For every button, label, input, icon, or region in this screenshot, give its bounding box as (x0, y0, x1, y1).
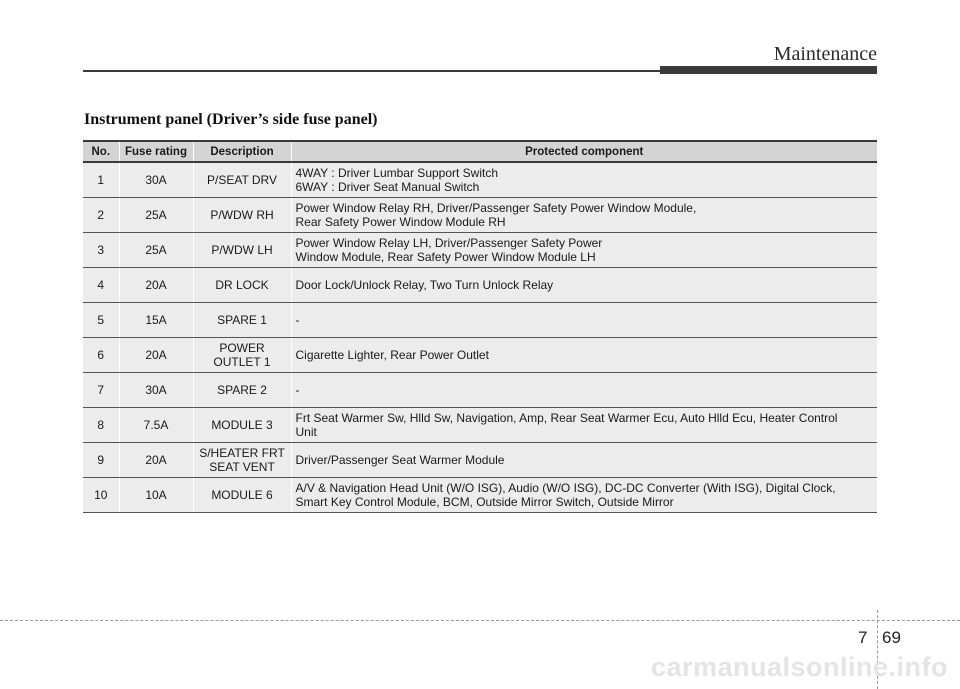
cell-description (193, 443, 291, 478)
header-bar (660, 66, 877, 74)
cell-protected-component-line: Unit (295, 425, 317, 439)
cell-fuse-rating (119, 198, 193, 233)
cell-no (83, 338, 119, 373)
cell-no-line: 5 (97, 313, 105, 327)
cell-protected-component-line: Frt Seat Warmer Sw, Hlld Sw, Navigation, Amp, Rear Seat Warmer Ecu, Auto Hlld Ecu, Heater Control (295, 411, 838, 425)
cell-protected-component-line: Smart Key Control Module, BCM, Outside Mirror Switch, Outside Mirror (295, 495, 674, 509)
cell-description-line: P/WDW LH (211, 243, 273, 257)
cell-protected-component (291, 303, 877, 338)
cell-protected-component (291, 338, 877, 373)
cell-no-line: 7 (97, 383, 105, 397)
cell-protected-component-line: - (295, 383, 300, 397)
table-row (83, 233, 877, 268)
cell-fuse-rating (119, 268, 193, 303)
cell-no (83, 443, 119, 478)
cell-no-line: 2 (97, 208, 105, 222)
table-row (83, 268, 877, 303)
table-row (83, 373, 877, 408)
cell-fuse-rating-line: 20A (145, 278, 167, 292)
cell-protected-component-line: Rear Safety Power Window Module RH (295, 215, 506, 229)
cell-description-line: S/HEATER FRT (199, 446, 285, 460)
cell-fuse-rating (119, 373, 193, 408)
cell-fuse-rating (119, 478, 193, 513)
cell-no (83, 303, 119, 338)
cell-description-line: DR LOCK (215, 278, 269, 292)
cell-fuse-rating-line: 20A (145, 453, 167, 467)
watermark-text: carmanualsonline.info (650, 652, 948, 682)
page-header-title: Maintenance (773, 43, 877, 65)
cell-no (83, 198, 119, 233)
cell-protected-component-line: A/V & Navigation Head Unit (W/O ISG), Audio (W/O ISG), DC-DC Converter (With ISG), Digital Clock, (295, 481, 836, 495)
table-row (83, 408, 877, 443)
cell-no (83, 233, 119, 268)
cell-protected-component (291, 268, 877, 303)
cell-no-line: 4 (97, 278, 105, 292)
footer-rule (0, 620, 960, 621)
cell-no-line: 3 (97, 243, 105, 257)
cell-description (193, 198, 291, 233)
cell-protected-component-line: Driver/Passenger Seat Warmer Module (295, 453, 505, 467)
cell-fuse-rating-line: 20A (145, 348, 167, 362)
cell-fuse-rating-line: 7.5A (143, 418, 169, 432)
cell-fuse-rating (119, 408, 193, 443)
cell-protected-component (291, 478, 877, 513)
cell-fuse-rating-line: 10A (145, 488, 167, 502)
cell-description (193, 408, 291, 443)
cell-fuse-rating-line: 25A (145, 208, 167, 222)
cell-description-line: SPARE 1 (217, 313, 267, 327)
cell-fuse-rating (119, 303, 193, 338)
chapter-number: 7 (858, 628, 868, 647)
column-header-protected-component: Protected component (291, 141, 877, 162)
cell-no (83, 478, 119, 513)
cell-description (193, 373, 291, 408)
column-header-description: Description (193, 141, 291, 162)
cell-description-line: MODULE 3 (211, 418, 273, 432)
column-header-fuse-rating: Fuse rating (119, 141, 193, 162)
cell-description (193, 338, 291, 373)
cell-no (83, 373, 119, 408)
cell-protected-component-line: Power Window Relay RH, Driver/Passenger Safety Power Window Module, (295, 201, 697, 215)
section-title: Instrument panel (Driver’s side fuse panel) (84, 111, 378, 128)
cell-fuse-rating (119, 338, 193, 373)
cell-protected-component (291, 443, 877, 478)
cell-protected-component (291, 162, 877, 198)
header-rule (83, 70, 660, 72)
cell-description (193, 268, 291, 303)
cell-protected-component-line: Window Module, Rear Safety Power Window Module LH (295, 250, 596, 264)
cell-fuse-rating (119, 233, 193, 268)
cell-protected-component (291, 198, 877, 233)
cell-description-line: P/SEAT DRV (206, 173, 278, 187)
cell-no (83, 408, 119, 443)
cell-no-line: 10 (94, 488, 108, 502)
cell-fuse-rating-line: 30A (145, 383, 167, 397)
fuse-table (83, 140, 877, 513)
cell-description-line: SPARE 2 (217, 383, 267, 397)
cell-description (193, 162, 291, 198)
cell-description-line: OUTLET 1 (213, 355, 271, 369)
table-row (83, 303, 877, 338)
cell-protected-component (291, 408, 877, 443)
cell-fuse-rating (119, 443, 193, 478)
cell-protected-component (291, 233, 877, 268)
cell-no-line: 9 (97, 453, 105, 467)
cell-description-line: POWER (219, 341, 265, 355)
fuse-table-body (83, 162, 877, 513)
cell-fuse-rating-line: 30A (145, 173, 167, 187)
cell-no (83, 268, 119, 303)
cell-protected-component-line: 4WAY : Driver Lumbar Support Switch (295, 166, 499, 180)
table-header-row (83, 141, 877, 162)
table-row (83, 198, 877, 233)
cell-protected-component-line: - (295, 313, 300, 327)
cell-description-line: MODULE 6 (211, 488, 273, 502)
table-row (83, 478, 877, 513)
cell-no-line: 1 (97, 173, 105, 187)
table-row (83, 443, 877, 478)
cell-description (193, 233, 291, 268)
cell-description-line: SEAT VENT (209, 460, 275, 474)
table-row (83, 162, 877, 198)
page-number: 69 (882, 628, 901, 647)
cell-protected-component (291, 373, 877, 408)
column-header-no: No. (83, 141, 119, 162)
cell-protected-component-line: Door Lock/Unlock Relay, Two Turn Unlock Relay (295, 278, 554, 292)
cell-fuse-rating-line: 15A (145, 313, 167, 327)
cell-fuse-rating (119, 162, 193, 198)
cell-description (193, 303, 291, 338)
table-row (83, 338, 877, 373)
cell-protected-component-line: Cigarette Lighter, Rear Power Outlet (295, 348, 489, 362)
cell-description-line: P/WDW RH (210, 208, 274, 222)
cell-no-line: 6 (97, 348, 105, 362)
cell-no-line: 8 (97, 418, 105, 432)
cell-fuse-rating-line: 25A (145, 243, 167, 257)
cell-protected-component-line: Power Window Relay LH, Driver/Passenger Safety Power (295, 236, 603, 250)
cell-description (193, 478, 291, 513)
cell-no (83, 162, 119, 198)
cell-protected-component-line: 6WAY : Driver Seat Manual Switch (295, 180, 480, 194)
